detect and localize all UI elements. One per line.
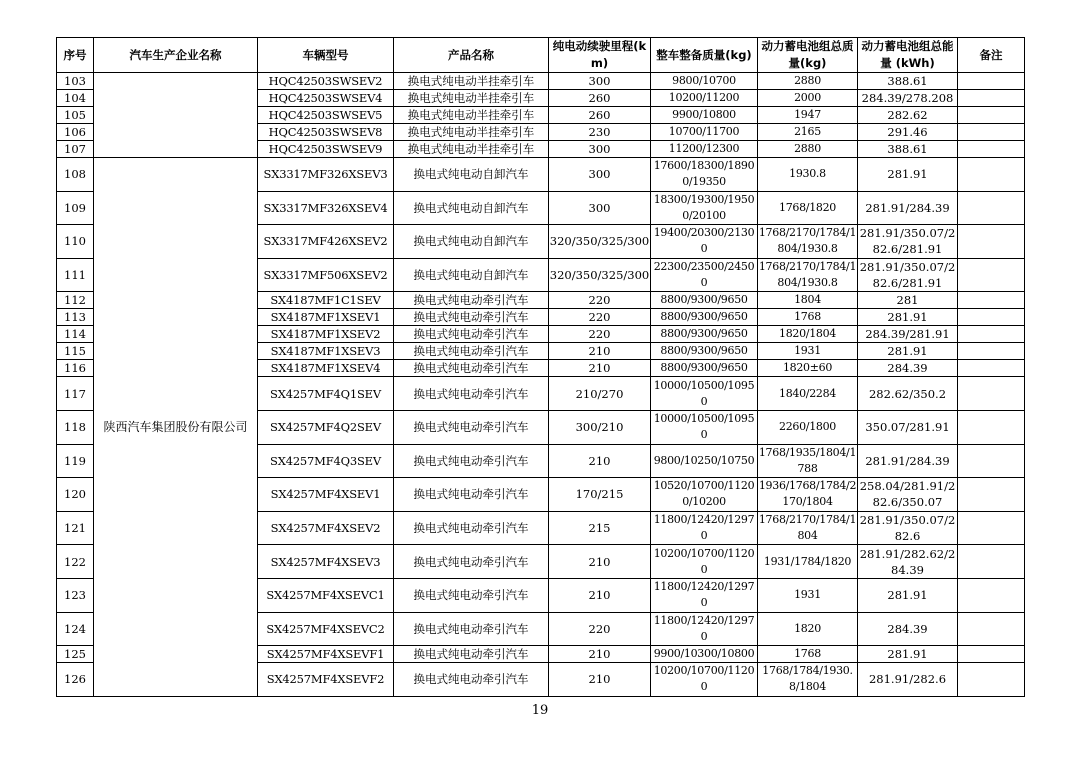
cell-range: 170/215 xyxy=(549,478,651,512)
cell-curb-mass: 9900/10800 xyxy=(651,107,758,124)
cell-curb-mass: 10520/10700/11200/10200 xyxy=(651,478,758,512)
cell-remarks xyxy=(958,511,1025,545)
cell-curb-mass: 19400/20300/21300 xyxy=(651,225,758,259)
cell-curb-mass: 10700/11700 xyxy=(651,124,758,141)
cell-remarks xyxy=(958,326,1025,343)
cell-seq: 105 xyxy=(57,107,94,124)
cell-model: SX4257MF4Q2SEV xyxy=(258,410,394,444)
cell-battery-energy: 281.91 xyxy=(858,646,958,663)
cell-battery-mass: 1768 xyxy=(758,646,858,663)
header-curb-mass: 整车整备质量(kg) xyxy=(651,38,758,73)
cell-remarks xyxy=(958,360,1025,377)
cell-seq: 107 xyxy=(57,141,94,158)
cell-battery-mass: 1768/2170/1784/1804 xyxy=(758,511,858,545)
cell-product-name: 换电式纯电动牵引汽车 xyxy=(394,326,549,343)
cell-product-name: 换电式纯电动牵引汽车 xyxy=(394,478,549,512)
cell-product-name: 换电式纯电动牵引汽车 xyxy=(394,292,549,309)
cell-remarks xyxy=(958,309,1025,326)
cell-battery-mass: 1768 xyxy=(758,309,858,326)
cell-remarks xyxy=(958,478,1025,512)
cell-range: 300 xyxy=(549,158,651,192)
cell-product-name: 换电式纯电动牵引汽车 xyxy=(394,343,549,360)
cell-curb-mass: 8800/9300/9650 xyxy=(651,326,758,343)
cell-product-name: 换电式纯电动牵引汽车 xyxy=(394,545,549,579)
cell-model: SX4257MF4XSEV1 xyxy=(258,478,394,512)
cell-battery-mass: 1768/1820 xyxy=(758,191,858,225)
cell-battery-energy: 281.91/350.07/282.6/281.91 xyxy=(858,258,958,292)
cell-product-name: 换电式纯电动牵引汽车 xyxy=(394,444,549,478)
cell-model: SX4257MF4XSEVC1 xyxy=(258,578,394,612)
header-seq: 序号 xyxy=(57,38,94,73)
cell-curb-mass: 8800/9300/9650 xyxy=(651,292,758,309)
cell-remarks xyxy=(958,612,1025,646)
cell-range: 210 xyxy=(549,646,651,663)
header-model: 车辆型号 xyxy=(258,38,394,73)
header-battery-energy: 动力蓄电池组总能量 (kWh) xyxy=(858,38,958,73)
cell-model: SX3317MF426XSEV2 xyxy=(258,225,394,259)
cell-curb-mass: 11800/12420/12970 xyxy=(651,612,758,646)
cell-remarks xyxy=(958,158,1025,192)
cell-seq: 120 xyxy=(57,478,94,512)
cell-battery-mass: 1840/2284 xyxy=(758,377,858,411)
cell-battery-mass: 1820/1804 xyxy=(758,326,858,343)
cell-battery-mass: 1804 xyxy=(758,292,858,309)
cell-range: 210 xyxy=(549,663,651,697)
cell-seq: 114 xyxy=(57,326,94,343)
cell-battery-mass: 2000 xyxy=(758,90,858,107)
cell-battery-mass: 1936/1768/1784/2170/1804 xyxy=(758,478,858,512)
cell-range: 320/350/325/300 xyxy=(549,225,651,259)
cell-model: SX4187MF1XSEV3 xyxy=(258,343,394,360)
cell-seq: 112 xyxy=(57,292,94,309)
cell-product-name: 换电式纯电动牵引汽车 xyxy=(394,511,549,545)
cell-curb-mass: 8800/9300/9650 xyxy=(651,309,758,326)
cell-seq: 104 xyxy=(57,90,94,107)
cell-seq: 119 xyxy=(57,444,94,478)
cell-range: 215 xyxy=(549,511,651,545)
header-manufacturer: 汽车生产企业名称 xyxy=(94,38,258,73)
cell-model: SX4187MF1XSEV4 xyxy=(258,360,394,377)
vehicle-catalog-table xyxy=(56,37,1025,697)
cell-battery-energy: 282.62/350.2 xyxy=(858,377,958,411)
cell-seq: 109 xyxy=(57,191,94,225)
cell-battery-energy: 281 xyxy=(858,292,958,309)
cell-product-name: 换电式纯电动牵引汽车 xyxy=(394,377,549,411)
cell-battery-energy: 281.91 xyxy=(858,158,958,192)
cell-product-name: 换电式纯电动牵引汽车 xyxy=(394,360,549,377)
cell-battery-mass: 2880 xyxy=(758,141,858,158)
cell-model: SX4257MF4XSEV3 xyxy=(258,545,394,579)
cell-battery-mass: 1768/1784/1930.8/1804 xyxy=(758,663,858,697)
cell-battery-mass: 1931 xyxy=(758,343,858,360)
cell-battery-mass: 1930.8 xyxy=(758,158,858,192)
cell-range: 300 xyxy=(549,73,651,90)
cell-model: SX3317MF506XSEV2 xyxy=(258,258,394,292)
cell-range: 220 xyxy=(549,309,651,326)
cell-product-name: 换电式纯电动半挂牵引车 xyxy=(394,107,549,124)
cell-seq: 123 xyxy=(57,578,94,612)
cell-model: SX4257MF4XSEVC2 xyxy=(258,612,394,646)
cell-remarks xyxy=(958,141,1025,158)
cell-remarks xyxy=(958,73,1025,90)
cell-remarks xyxy=(958,444,1025,478)
cell-curb-mass: 11800/12420/12970 xyxy=(651,511,758,545)
cell-range: 260 xyxy=(549,90,651,107)
cell-battery-energy: 281.91/350.07/282.6/281.91 xyxy=(858,225,958,259)
cell-battery-energy: 281.91/282.6 xyxy=(858,663,958,697)
cell-remarks xyxy=(958,292,1025,309)
table-header xyxy=(57,38,1025,73)
cell-seq: 111 xyxy=(57,258,94,292)
cell-seq: 118 xyxy=(57,410,94,444)
table-row xyxy=(57,158,1025,192)
cell-manufacturer: 陕西汽车集团股份有限公司 xyxy=(94,158,258,697)
header-battery-mass: 动力蓄电池组总质量(kg) xyxy=(758,38,858,73)
cell-battery-energy: 281.91/284.39 xyxy=(858,191,958,225)
cell-model: SX4257MF4XSEVF2 xyxy=(258,663,394,697)
cell-battery-mass: 1931/1784/1820 xyxy=(758,545,858,579)
cell-range: 210/270 xyxy=(549,377,651,411)
cell-model: SX4187MF1C1SEV xyxy=(258,292,394,309)
cell-remarks xyxy=(958,663,1025,697)
cell-battery-mass: 2260/1800 xyxy=(758,410,858,444)
cell-battery-mass: 1768/1935/1804/1788 xyxy=(758,444,858,478)
cell-battery-energy: 284.39/281.91 xyxy=(858,326,958,343)
cell-curb-mass: 10000/10500/10950 xyxy=(651,410,758,444)
cell-seq: 110 xyxy=(57,225,94,259)
cell-battery-energy: 388.61 xyxy=(858,73,958,90)
table-body xyxy=(57,73,1025,697)
cell-model: SX4257MF4XSEV2 xyxy=(258,511,394,545)
cell-model: SX4257MF4XSEVF1 xyxy=(258,646,394,663)
cell-seq: 113 xyxy=(57,309,94,326)
cell-remarks xyxy=(958,646,1025,663)
cell-curb-mass: 8800/9300/9650 xyxy=(651,343,758,360)
cell-range: 220 xyxy=(549,292,651,309)
cell-manufacturer-blank xyxy=(94,73,258,158)
cell-seq: 121 xyxy=(57,511,94,545)
cell-battery-energy: 291.46 xyxy=(858,124,958,141)
cell-seq: 125 xyxy=(57,646,94,663)
cell-battery-mass: 2165 xyxy=(758,124,858,141)
cell-battery-energy: 350.07/281.91 xyxy=(858,410,958,444)
cell-product-name: 换电式纯电动牵引汽车 xyxy=(394,612,549,646)
cell-seq: 103 xyxy=(57,73,94,90)
cell-model: SX4257MF4Q1SEV xyxy=(258,377,394,411)
cell-remarks xyxy=(958,343,1025,360)
cell-range: 220 xyxy=(549,326,651,343)
cell-model: HQC42503SWSEV9 xyxy=(258,141,394,158)
cell-curb-mass: 10200/11200 xyxy=(651,90,758,107)
header-range: 纯电动续驶里程(km) xyxy=(549,38,651,73)
cell-remarks xyxy=(958,191,1025,225)
cell-product-name: 换电式纯电动牵引汽车 xyxy=(394,309,549,326)
cell-curb-mass: 10000/10500/10950 xyxy=(651,377,758,411)
cell-battery-energy: 281.91/350.07/282.6 xyxy=(858,511,958,545)
cell-model: HQC42503SWSEV2 xyxy=(258,73,394,90)
cell-battery-mass: 1820±60 xyxy=(758,360,858,377)
cell-battery-energy: 284.39 xyxy=(858,360,958,377)
cell-range: 210 xyxy=(549,444,651,478)
cell-battery-energy: 388.61 xyxy=(858,141,958,158)
cell-curb-mass: 11800/12420/12970 xyxy=(651,578,758,612)
cell-model: SX4257MF4Q3SEV xyxy=(258,444,394,478)
cell-product-name: 换电式纯电动牵引汽车 xyxy=(394,410,549,444)
cell-range: 210 xyxy=(549,545,651,579)
cell-remarks xyxy=(958,578,1025,612)
page-number: 19 xyxy=(531,703,549,718)
cell-range: 210 xyxy=(549,360,651,377)
cell-product-name: 换电式纯电动半挂牵引车 xyxy=(394,73,549,90)
cell-battery-mass: 1768/2170/1784/1804/1930.8 xyxy=(758,258,858,292)
header-product-name: 产品名称 xyxy=(394,38,549,73)
cell-product-name: 换电式纯电动半挂牵引车 xyxy=(394,90,549,107)
cell-product-name: 换电式纯电动自卸汽车 xyxy=(394,258,549,292)
cell-curb-mass: 10200/10700/11200 xyxy=(651,663,758,697)
cell-battery-energy: 258.04/281.91/282.6/350.07 xyxy=(858,478,958,512)
cell-seq: 122 xyxy=(57,545,94,579)
cell-model: HQC42503SWSEV4 xyxy=(258,90,394,107)
cell-curb-mass: 17600/18300/18900/19350 xyxy=(651,158,758,192)
cell-remarks xyxy=(958,90,1025,107)
cell-product-name: 换电式纯电动自卸汽车 xyxy=(394,225,549,259)
cell-range: 260 xyxy=(549,107,651,124)
cell-model: SX4187MF1XSEV1 xyxy=(258,309,394,326)
cell-remarks xyxy=(958,124,1025,141)
cell-range: 210 xyxy=(549,578,651,612)
cell-battery-energy: 284.39/278.208 xyxy=(858,90,958,107)
cell-product-name: 换电式纯电动自卸汽车 xyxy=(394,191,549,225)
cell-range: 230 xyxy=(549,124,651,141)
cell-product-name: 换电式纯电动牵引汽车 xyxy=(394,578,549,612)
cell-range: 220 xyxy=(549,612,651,646)
cell-product-name: 换电式纯电动牵引汽车 xyxy=(394,646,549,663)
cell-model: SX4187MF1XSEV2 xyxy=(258,326,394,343)
cell-range: 300 xyxy=(549,141,651,158)
cell-model: HQC42503SWSEV8 xyxy=(258,124,394,141)
cell-battery-mass: 2880 xyxy=(758,73,858,90)
cell-battery-mass: 1931 xyxy=(758,578,858,612)
cell-curb-mass: 9800/10250/10750 xyxy=(651,444,758,478)
cell-seq: 115 xyxy=(57,343,94,360)
cell-product-name: 换电式纯电动半挂牵引车 xyxy=(394,141,549,158)
cell-battery-energy: 281.91 xyxy=(858,578,958,612)
cell-curb-mass: 9900/10300/10800 xyxy=(651,646,758,663)
table-row xyxy=(57,73,1025,90)
cell-battery-energy: 281.91 xyxy=(858,343,958,360)
cell-curb-mass: 8800/9300/9650 xyxy=(651,360,758,377)
cell-seq: 126 xyxy=(57,663,94,697)
cell-product-name: 换电式纯电动牵引汽车 xyxy=(394,663,549,697)
cell-seq: 124 xyxy=(57,612,94,646)
cell-battery-energy: 282.62 xyxy=(858,107,958,124)
cell-range: 320/350/325/300 xyxy=(549,258,651,292)
cell-range: 300/210 xyxy=(549,410,651,444)
cell-battery-energy: 281.91 xyxy=(858,309,958,326)
cell-range: 210 xyxy=(549,343,651,360)
cell-seq: 117 xyxy=(57,377,94,411)
cell-seq: 108 xyxy=(57,158,94,192)
cell-curb-mass: 9800/10700 xyxy=(651,73,758,90)
cell-curb-mass: 18300/19300/19500/20100 xyxy=(651,191,758,225)
cell-battery-mass: 1947 xyxy=(758,107,858,124)
cell-battery-energy: 281.91/282.62/284.39 xyxy=(858,545,958,579)
cell-battery-mass: 1768/2170/1784/1804/1930.8 xyxy=(758,225,858,259)
cell-remarks xyxy=(958,225,1025,259)
cell-seq: 106 xyxy=(57,124,94,141)
cell-seq: 116 xyxy=(57,360,94,377)
cell-model: SX3317MF326XSEV4 xyxy=(258,191,394,225)
cell-battery-mass: 1820 xyxy=(758,612,858,646)
cell-remarks xyxy=(958,377,1025,411)
cell-curb-mass: 22300/23500/24500 xyxy=(651,258,758,292)
cell-model: HQC42503SWSEV5 xyxy=(258,107,394,124)
cell-remarks xyxy=(958,107,1025,124)
cell-range: 300 xyxy=(549,191,651,225)
cell-remarks xyxy=(958,258,1025,292)
cell-curb-mass: 11200/12300 xyxy=(651,141,758,158)
cell-remarks xyxy=(958,545,1025,579)
cell-battery-energy: 284.39 xyxy=(858,612,958,646)
header-remarks: 备注 xyxy=(958,38,1025,73)
cell-product-name: 换电式纯电动自卸汽车 xyxy=(394,158,549,192)
cell-battery-energy: 281.91/284.39 xyxy=(858,444,958,478)
cell-remarks xyxy=(958,410,1025,444)
cell-product-name: 换电式纯电动半挂牵引车 xyxy=(394,124,549,141)
cell-model: SX3317MF326XSEV3 xyxy=(258,158,394,192)
cell-curb-mass: 10200/10700/11200 xyxy=(651,545,758,579)
